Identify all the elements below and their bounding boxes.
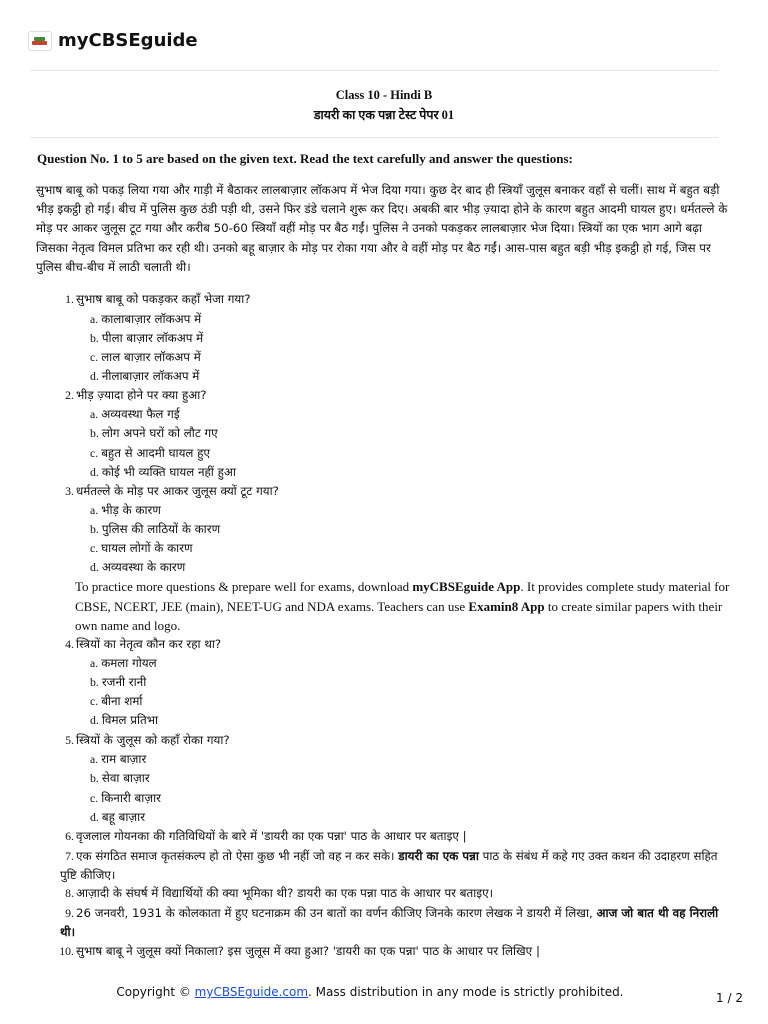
- option-4a: a. कमला गोयल: [90, 656, 157, 670]
- question-7: 7. एक संगठित समाज कृतसंकल्प हो तो ऐसा कुछ भी नहीं जो वह न कर सके। डायरी का एक पन्ना पाठ के संबंध में कहे गए उक्त कथन की उदाहरण सहित पुष्टि कीजिए।: [60, 849, 718, 882]
- paper-name-title: डायरी का एक पन्ना टेस्ट पेपर 01: [313, 108, 455, 122]
- question-8: 8. आज़ादी के संघर्ष में विद्यार्थियों की क्या भूमिका थी? डायरी का एक पन्ना पाठ के आधार पर बताइए।: [65, 886, 494, 900]
- option-2d: d. कोई भी व्यक्ति घायल नहीं हुआ: [90, 465, 236, 479]
- question-5: [60, 732, 230, 748]
- question-3: [60, 483, 279, 499]
- option-1b: b. पीला बाज़ार लॉकअप में: [90, 331, 204, 345]
- question-1: [60, 291, 251, 307]
- option-1d: d. नीलाबाज़ार लॉकअप में: [90, 369, 200, 383]
- page-number: 1 / 2: [716, 991, 743, 1005]
- question-2: [60, 387, 207, 403]
- option-2b: b. लोग अपने घरों को लौट गए: [90, 426, 218, 440]
- question-text: वृजलाल गोयनका की गतिविधियों के बारे में 'डायरी का एक पन्ना' पाठ के आधार पर बताइए |: [76, 829, 467, 843]
- examin8-app-link: Examin8 App: [468, 598, 545, 614]
- question-number: 5.: [65, 733, 74, 747]
- option-5a: a. राम बाज़ार: [90, 752, 147, 766]
- question-number: 4.: [65, 637, 74, 651]
- title-divider: [30, 137, 718, 138]
- option-3a: a. भीड़ के कारण: [90, 503, 161, 517]
- question-10: 10. सुभाष बाबू ने जुलूस क्यों निकाला? इस जुलूस में क्या हुआ? 'डायरी का एक पन्ना' पाठ के आधार पर लिखिए |: [59, 944, 540, 958]
- option-5c: c. किनारी बाज़ार: [90, 791, 161, 805]
- question-text: सुभाष बाबू को पकड़कर कहाँ भेजा गया?: [76, 292, 251, 306]
- option-5d: d. बहू बाज़ार: [90, 810, 146, 824]
- question-number: 1.: [65, 292, 74, 306]
- question-number: 2.: [65, 388, 74, 402]
- option-1c: c. लाल बाज़ार लॉकअप में: [90, 350, 201, 364]
- option-4d: d. विमल प्रतिभा: [90, 713, 159, 727]
- site-logo-text: myCBSEguide: [58, 30, 198, 51]
- header-divider: [30, 70, 718, 71]
- books-logo-icon: [28, 31, 52, 51]
- option-3d: d. अव्यवस्था के कारण: [90, 560, 186, 574]
- option-2a: a. अव्यवस्था फैल गई: [90, 407, 180, 421]
- option-1a: a. कालाबाज़ार लॉकअप में: [90, 312, 202, 326]
- mycbseguide-app-link: myCBSEguide App: [412, 579, 521, 594]
- question-text: स्त्रियों के जुलूस को कहाँ रोका गया?: [76, 733, 230, 747]
- option-3c: c. घायल लोगों के कारण: [90, 541, 193, 555]
- site-header: [28, 30, 198, 51]
- question-text: स्त्रियों का नेतृत्व कौन कर रहा था?: [76, 637, 222, 651]
- app-promo-text: To practice more questions & prepare well for exams, download myCBSEguide App. It provides complete study material for CBSE, NCERT, JEE (main), NEET-UG and NDA exams. Teachers can use Examin8 App to create similar papers with their own name and logo.: [75, 579, 730, 633]
- option-4b: b. रजनी रानी: [90, 675, 147, 689]
- copyright-footer: Copyright © myCBSEguide.com. Mass distribution in any mode is strictly prohibited.: [116, 985, 624, 999]
- question-9: 9. 26 जनवरी, 1931 के कोलकाता में हुए घटनाक्रम की उन बातों का वर्णन कीजिए जिनके कारण लेखक ने डायरी में लिखा, आज जो बात थी वह निराली थी।: [60, 906, 719, 939]
- mycbseguide-link[interactable]: myCBSEguide.com: [194, 985, 309, 999]
- paper-class-title: Class 10 - Hindi B: [335, 88, 433, 102]
- question-text: धर्मतल्ले के मोड़ पर आकर जुलूस क्यों टूट गया?: [76, 484, 279, 498]
- passage-text: सुभाष बाबू को पकड़ लिया गया और गाड़ी में बैठाकर लालबाज़ार लॉकअप में भेज दिया गया। कुछ देर बाद ही स्त्रियाँ जुलूस बनाकर वहाँ से चलीं। साथ में बहुत बड़ी भीड़ इकट्ठी हो गई। बीच में पुलिस कुछ ठंडी पड़ी थी, उसने फिर डंडे चलाने शुरू कर दिए। अबकी बार भीड़ ज़्यादा होने के कारण बहुत आदमी घायल हुए। धर्मतल्ले के मोड़ पर आकर जुलूस टूट गया और करीब 50-60 स्त्रियाँ वहीं मोड़ पर बैठ गईं। पुलिस ने उनको पकड़कर लालबाज़ार भेज दिया। स्त्रियों का एक भाग आगे बढ़ा जिसका नेतृत्व विमल प्रतिभा कर रही थी। उनको बहू बाज़ार के मोड़ पर रोका गया और वे वहीं मोड़ पर बैठ गईं। आस-पास बहुत बड़ी भीड़ इकट्ठी हो गई, जिस पर पुलिस बीच-बीच में लाठी चलाती थी।: [36, 183, 728, 274]
- option-3b: b. पुलिस की लाठियों के कारण: [90, 522, 221, 536]
- question-text: भीड़ ज़्यादा होने पर क्या हुआ?: [76, 388, 207, 402]
- option-5b: b. सेवा बाज़ार: [90, 771, 150, 785]
- question-text: आज़ादी के संघर्ष में विद्यार्थियों की क्या भूमिका थी? डायरी का एक पन्ना पाठ के आधार पर बताइए।: [76, 886, 494, 900]
- option-2c: c. बहुत से आदमी घायल हुए: [90, 446, 210, 460]
- option-4c: c. बीना शर्मा: [90, 694, 143, 708]
- instruction-text: Question No. 1 to 5 are based on the given text. Read the text carefully and answer the questions:: [37, 151, 573, 166]
- question-6: 6. वृजलाल गोयनका की गतिविधियों के बारे में 'डायरी का एक पन्ना' पाठ के आधार पर बताइए |: [65, 829, 467, 843]
- question-text: सुभाष बाबू ने जुलूस क्यों निकाला? इस जुलूस में क्या हुआ? 'डायरी का एक पन्ना' पाठ के आधार पर लिखिए |: [76, 944, 540, 958]
- question-number: 3.: [65, 484, 74, 498]
- question-4: [60, 636, 221, 652]
